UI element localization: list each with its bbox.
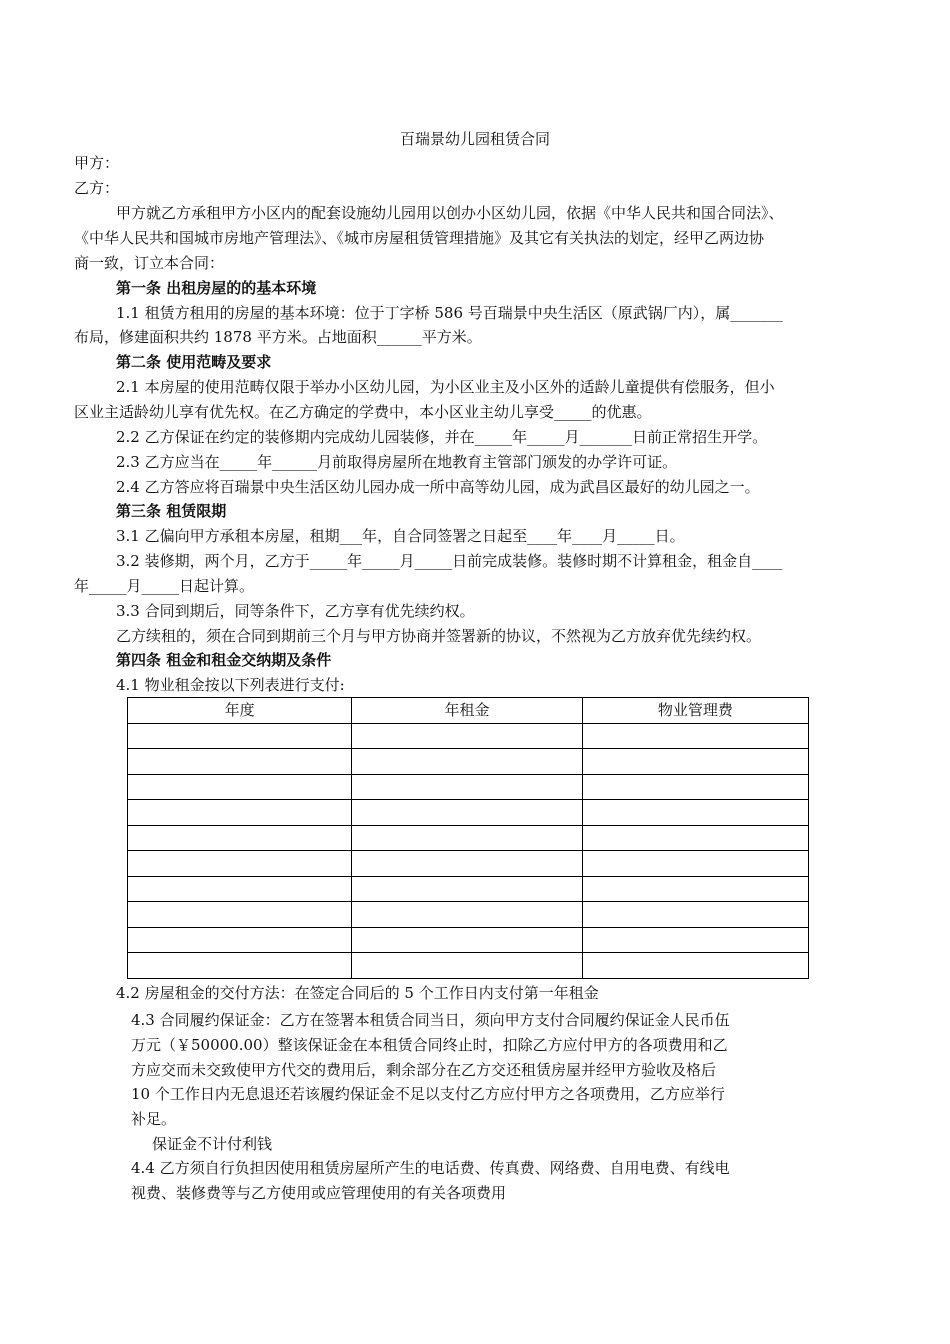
clause-3-3-renewal: 乙方续租的，须在合同到期前三个月与甲方协商并签署新的协议，不然视为乙方放弃优先续约权。 bbox=[116, 627, 762, 645]
clause-3-2-line-1: 3.2 装修期，两个月，乙方于_____年_____月_____日前完成装修。装修时期不计算租金，租金自____ bbox=[116, 552, 783, 570]
contract-title: 百瑞景幼儿园租赁合同 bbox=[399, 130, 550, 148]
table-row bbox=[128, 902, 809, 928]
table-row bbox=[128, 800, 809, 826]
rent-payment-table bbox=[127, 697, 809, 979]
article-3-heading: 第三条 租赁限期 bbox=[116, 502, 227, 520]
intro-line-1: 甲方就乙方承租甲方小区内的配套设施幼儿园用以创办小区幼儿园，依据《中华人民共和国合同法》、 bbox=[116, 204, 784, 222]
table-row bbox=[128, 825, 809, 851]
clause-4-3-line-4: 10 个工作日内无息退还若该履约保证金不足以支付乙方应付甲方之各项费用，乙方应举行 bbox=[131, 1085, 725, 1103]
table-cell bbox=[352, 825, 582, 851]
table-cell bbox=[352, 800, 582, 826]
column-header-year: 年度 bbox=[128, 698, 352, 724]
table-row bbox=[128, 774, 809, 800]
clause-4-4-line-2: 视费、装修费等与乙方使用或应管理使用的有关各项费用 bbox=[131, 1184, 507, 1202]
clause-2-4: 2.4 乙方答应将百瑞景中央生活区幼儿园办成一所中高等幼儿园，成为武昌区最好的幼儿园之一。 bbox=[116, 478, 760, 496]
clause-2-2: 2.2 乙方保证在约定的装修期内完成幼儿园装修，并在_____年_____月_______日前正常招生开学。 bbox=[116, 428, 768, 446]
table-cell bbox=[352, 953, 582, 979]
table-cell bbox=[352, 902, 582, 928]
clause-4-3-line-2: 万元（￥50000.00）整该保证金在本租赁合同终止时，扣除乙方应付甲方的各项费用和乙 bbox=[131, 1036, 728, 1054]
intro-line-3: 商一致，订立本合同： bbox=[74, 254, 225, 272]
table-cell bbox=[352, 723, 582, 749]
table-cell bbox=[582, 800, 808, 826]
table-row bbox=[128, 953, 809, 979]
article-2-heading: 第二条 使用范畴及要求 bbox=[116, 353, 272, 371]
table-cell bbox=[128, 953, 352, 979]
table-cell bbox=[582, 876, 808, 902]
table-cell bbox=[582, 902, 808, 928]
clause-2-3: 2.3 乙方应当在_____年______月前取得房屋所在地教育主管部门颁发的办学许可证。 bbox=[116, 453, 678, 471]
deposit-no-interest: 保证金不计付利钱 bbox=[152, 1135, 273, 1153]
table-row bbox=[128, 851, 809, 877]
table-cell bbox=[582, 825, 808, 851]
clause-4-3-line-5: 补足。 bbox=[131, 1110, 177, 1128]
table-cell bbox=[582, 851, 808, 877]
intro-line-2: 《中华人民共和国城市房地产管理法》、《城市房屋租赁管理措施》及其它有关执法的划定，经甲乙两边协 bbox=[74, 229, 765, 247]
table-cell bbox=[582, 927, 808, 953]
clause-1-1-line-1: 1.1 租赁方租用的房屋的基本环境：位于丁字桥 586 号百瑞景中央生活区（原武锅厂内），属_______ bbox=[116, 304, 783, 322]
party-b-label: 乙方： bbox=[74, 179, 120, 197]
table-cell bbox=[128, 749, 352, 775]
clause-4-3-line-3: 方应交而未交致使甲方代交的费用后，剩余部分在乙方交还租赁房屋并经甲方验收及格后 bbox=[131, 1061, 717, 1079]
table-cell bbox=[128, 902, 352, 928]
clause-2-1-line-2: 区业主适龄幼儿享有优先权。在乙方确定的学费中，本小区业主幼儿享受_____的优惠。 bbox=[74, 403, 652, 421]
party-a-label: 甲方： bbox=[74, 154, 120, 172]
table-cell bbox=[352, 851, 582, 877]
clause-3-2-line-2: 年_____月_____日起计算。 bbox=[74, 577, 255, 595]
table-cell bbox=[352, 927, 582, 953]
table-cell bbox=[582, 953, 808, 979]
table-cell bbox=[128, 825, 352, 851]
clause-3-1: 3.1 乙偏向甲方承租本房屋，租期___年，自合同签署之日起至____年____月_____日。 bbox=[116, 527, 685, 545]
clause-4-3-line-1: 4.3 合同履约保证金：乙方在签署本租赁合同当日，须向甲方支付合同履约保证金人民币伍 bbox=[131, 1011, 730, 1029]
article-4-heading: 第四条 租金和租金交纳期及条件 bbox=[116, 651, 332, 669]
table-row bbox=[128, 876, 809, 902]
article-1-heading: 第一条 出租房屋的的基本环境 bbox=[116, 279, 317, 297]
clause-3-3: 3.3 合同到期后，同等条件下，乙方享有优先续约权。 bbox=[116, 602, 475, 620]
table-cell bbox=[582, 749, 808, 775]
table-cell bbox=[582, 774, 808, 800]
table-cell bbox=[128, 851, 352, 877]
table-cell bbox=[352, 749, 582, 775]
table-cell bbox=[582, 723, 808, 749]
table-header-row bbox=[128, 698, 809, 724]
table-row bbox=[128, 927, 809, 953]
column-header-management-fee: 物业管理费 bbox=[582, 698, 808, 724]
clause-4-2: 4.2 房屋租金的交付方法：在签定合同后的 5 个工作日内支付第一年租金 bbox=[116, 984, 599, 1002]
clause-2-1-line-1: 2.1 本房屋的使用范畴仅限于举办小区幼儿园，为小区业主及小区外的适龄儿童提供有偿服务，但小 bbox=[116, 378, 775, 396]
table-cell bbox=[128, 723, 352, 749]
clause-4-4-line-1: 4.4 乙方须自行负担因使用租赁房屋所产生的电话费、传真费、网络费、自用电费、有线电 bbox=[131, 1159, 730, 1177]
table-cell bbox=[352, 876, 582, 902]
table-cell bbox=[128, 876, 352, 902]
column-header-annual-rent: 年租金 bbox=[352, 698, 582, 724]
table-cell bbox=[352, 774, 582, 800]
clause-1-1-line-2: 布局，修建面积共约 1878 平方米。占地面积______平方米。 bbox=[74, 328, 482, 346]
table-cell bbox=[128, 774, 352, 800]
table-row bbox=[128, 723, 809, 749]
table-cell bbox=[128, 800, 352, 826]
table-cell bbox=[128, 927, 352, 953]
table-row bbox=[128, 749, 809, 775]
clause-4-1: 4.1 物业租金按以下列表进行支付: bbox=[116, 676, 345, 694]
